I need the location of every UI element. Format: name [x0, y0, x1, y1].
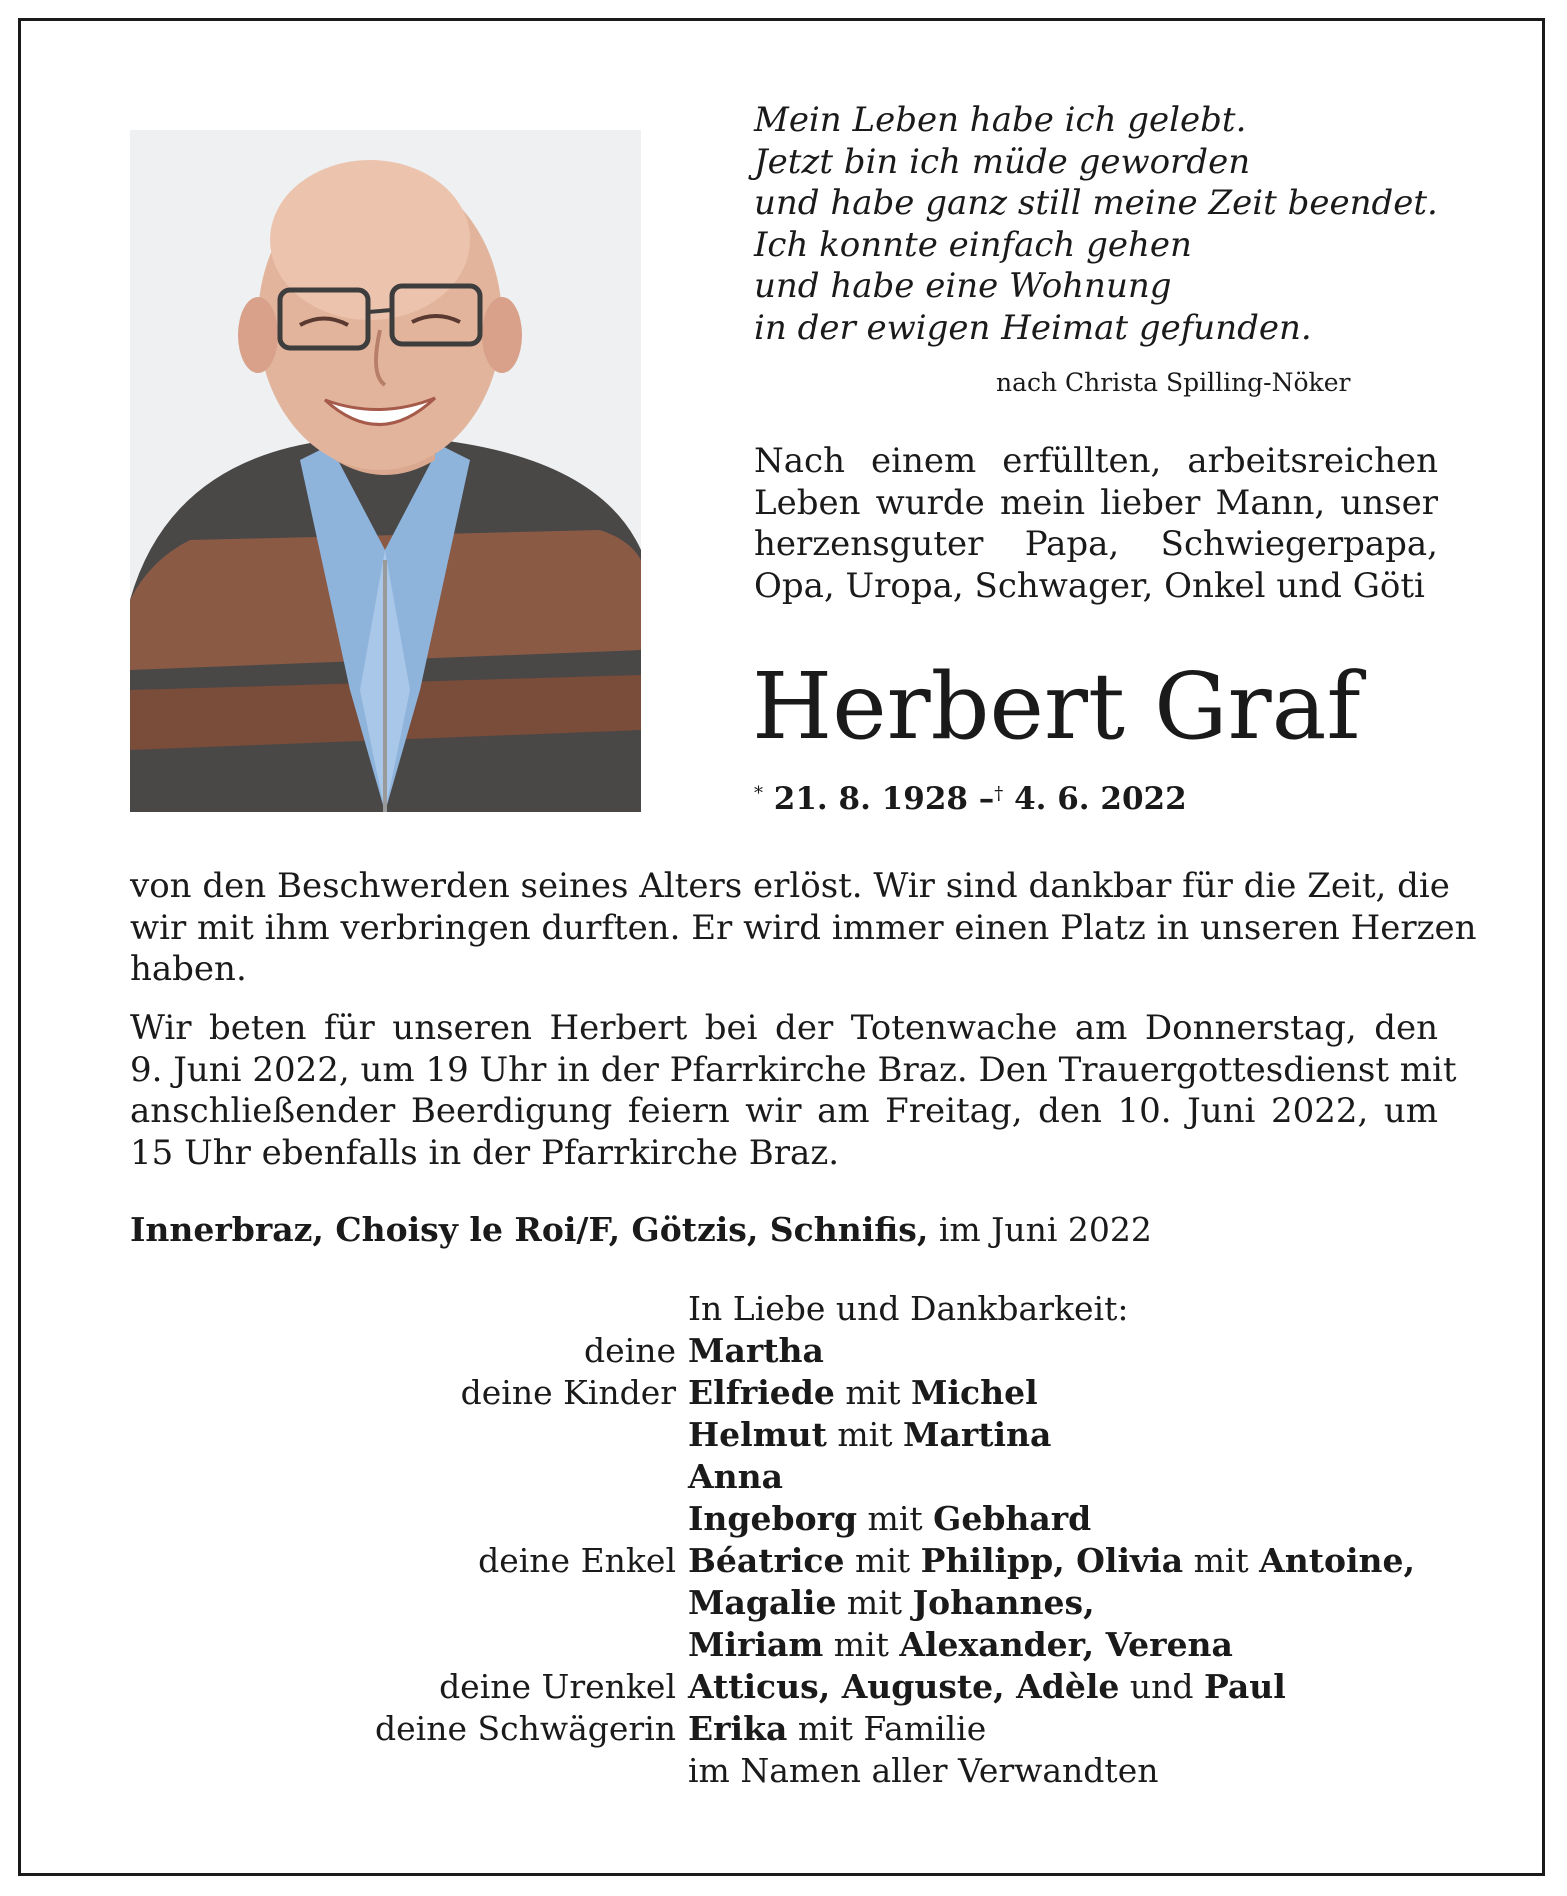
mourner-row	[130, 1498, 1460, 1540]
mourner-name: Alexander, Verena	[899, 1625, 1233, 1664]
poem-line: Jetzt bin ich müde geworden	[754, 141, 1251, 182]
poem-line: in der ewigen Heimat gefunden.	[754, 307, 1312, 348]
mourner-rows	[130, 1330, 1460, 1792]
mourner-connector: mit Familie	[787, 1709, 987, 1748]
portrait-illustration	[130, 130, 641, 812]
mourner-connector: mit	[844, 1541, 921, 1580]
month-year: im Juni 2022	[928, 1210, 1152, 1249]
mourner-names	[688, 1750, 1460, 1792]
mourner-names	[688, 1498, 1460, 1540]
paragraph-line: wir mit ihm verbringen durften. Er wird immer einen Platz in unseren Herzen	[130, 907, 1477, 948]
mourner-names	[688, 1414, 1460, 1456]
paragraph-line: 9. Juni 2022, um 19 Uhr in der Pfarrkirche Braz. Den Trauergottesdienst mit	[130, 1049, 1457, 1090]
mourner-name: Atticus, Auguste, Adèle	[688, 1667, 1120, 1706]
birth-date: 21. 8. 1928	[773, 781, 968, 817]
mourner-row	[130, 1582, 1460, 1624]
death-symbol: †	[994, 783, 1004, 804]
deceased-name: Herbert Graf	[752, 653, 1361, 760]
paragraph-line: anschließender Beerdigung feiern wir am Freitag, den 10. Juni 2022, um	[130, 1091, 1438, 1131]
mourner-name: Antoine,	[1259, 1541, 1416, 1580]
mourner-row	[130, 1540, 1460, 1582]
paragraph-release	[130, 866, 1477, 991]
mourner-names	[688, 1540, 1460, 1582]
mourner-connector: im Namen aller Verwandten	[688, 1751, 1159, 1790]
mourner-role	[130, 1624, 688, 1666]
poem-line: Ich konnte einfach gehen	[754, 224, 1192, 265]
mourner-name: Erika	[688, 1709, 788, 1748]
mourner-row	[130, 1666, 1460, 1708]
mourner-role: deine Urenkel	[439, 1667, 676, 1706]
paragraph-line: 15 Uhr ebenfalls in der Pfarrkirche Braz.	[130, 1132, 840, 1173]
poem-author: nach Christa Spilling-Nöker	[996, 368, 1351, 397]
places-list: Innerbraz, Choisy le Roi/F, Götzis, Schnifis,	[130, 1210, 929, 1249]
mourner-role: deine	[584, 1331, 676, 1370]
mourner-role	[130, 1582, 688, 1624]
mourner-name: Paul	[1203, 1667, 1286, 1706]
paragraph-line: von den Beschwerden seines Alters erlöst. Wir sind dankbar für die Zeit, die	[130, 866, 1450, 906]
mourner-names	[688, 1582, 1460, 1624]
portrait-photo	[130, 130, 641, 812]
mourner-name: Johannes,	[912, 1583, 1095, 1622]
mourner-row	[130, 1624, 1460, 1666]
mourner-name: Béatrice	[688, 1541, 845, 1580]
mourner-role: deine Schwägerin	[375, 1709, 676, 1748]
places-and-date	[130, 1210, 1152, 1249]
mourner-names	[688, 1330, 1460, 1372]
mourner-name: Gebhard	[933, 1499, 1092, 1538]
paragraph-line: Wir beten für unseren Herbert bei der Totenwache am Donnerstag, den	[130, 1008, 1438, 1048]
poem-line: und habe eine Wohnung	[754, 266, 1172, 306]
mourner-name: Magalie	[688, 1583, 837, 1622]
mourner-role: deine Kinder	[460, 1373, 676, 1412]
mourner-connector: und	[1119, 1667, 1204, 1706]
mourner-names	[688, 1624, 1460, 1666]
intro-line: Leben wurde mein lieber Mann, unser	[754, 482, 1438, 523]
mourner-names	[688, 1372, 1460, 1414]
mourners-heading-row	[130, 1288, 1460, 1330]
mourner-connector: mit	[826, 1415, 903, 1454]
mourner-connector: mit	[834, 1373, 911, 1412]
mourners-heading: In Liebe und Dankbarkeit:	[688, 1289, 1129, 1328]
poem	[754, 100, 1454, 349]
paragraph-line: haben.	[130, 949, 247, 989]
mourner-connector: mit	[1183, 1541, 1260, 1580]
mourner-row	[130, 1372, 1460, 1414]
date-separator: –	[978, 781, 995, 817]
mourner-name: Elfriede	[688, 1373, 835, 1412]
mourner-names	[688, 1708, 1460, 1750]
mourner-row	[130, 1330, 1460, 1372]
intro-text	[754, 441, 1438, 607]
mourner-name: Martha	[688, 1331, 824, 1370]
death-date: 4. 6. 2022	[1014, 781, 1187, 817]
mourner-connector: mit	[836, 1583, 913, 1622]
intro-line: Opa, Uropa, Schwager, Onkel und Göti	[754, 565, 1425, 606]
mourner-names	[688, 1456, 1460, 1498]
mourner-name: Michel	[910, 1373, 1038, 1412]
mourner-name: Anna	[688, 1457, 783, 1496]
mourner-role	[130, 1414, 688, 1456]
paragraph-funeral-info	[130, 1008, 1457, 1174]
mourner-row	[130, 1750, 1460, 1792]
intro-line: herzensguter Papa, Schwiegerpapa,	[754, 524, 1438, 564]
mourner-connector: mit	[823, 1625, 900, 1664]
mourner-role	[130, 1750, 688, 1792]
mourner-row	[130, 1414, 1460, 1456]
mourner-name: Miriam	[688, 1625, 824, 1664]
mourners-list	[130, 1288, 1460, 1792]
mourner-row	[130, 1456, 1460, 1498]
birth-symbol: *	[754, 783, 763, 804]
mourner-name: Martina	[902, 1415, 1052, 1454]
mourner-role: deine Enkel	[478, 1541, 676, 1580]
intro-line: Nach einem erfüllten, arbeitsreichen	[754, 441, 1438, 481]
mourner-connector: mit	[857, 1499, 934, 1538]
mourner-name: Philipp, Olivia	[920, 1541, 1184, 1580]
mourner-role	[130, 1456, 688, 1498]
mourner-name: Helmut	[688, 1415, 827, 1454]
poem-line: Mein Leben habe ich gelebt.	[754, 100, 1247, 140]
poem-line: und habe ganz still meine Zeit beendet.	[754, 183, 1438, 223]
mourner-role	[130, 1498, 688, 1540]
mourner-row	[130, 1708, 1460, 1750]
life-dates	[754, 781, 1187, 817]
mourner-names	[688, 1666, 1460, 1708]
mourner-name: Ingeborg	[688, 1499, 858, 1538]
